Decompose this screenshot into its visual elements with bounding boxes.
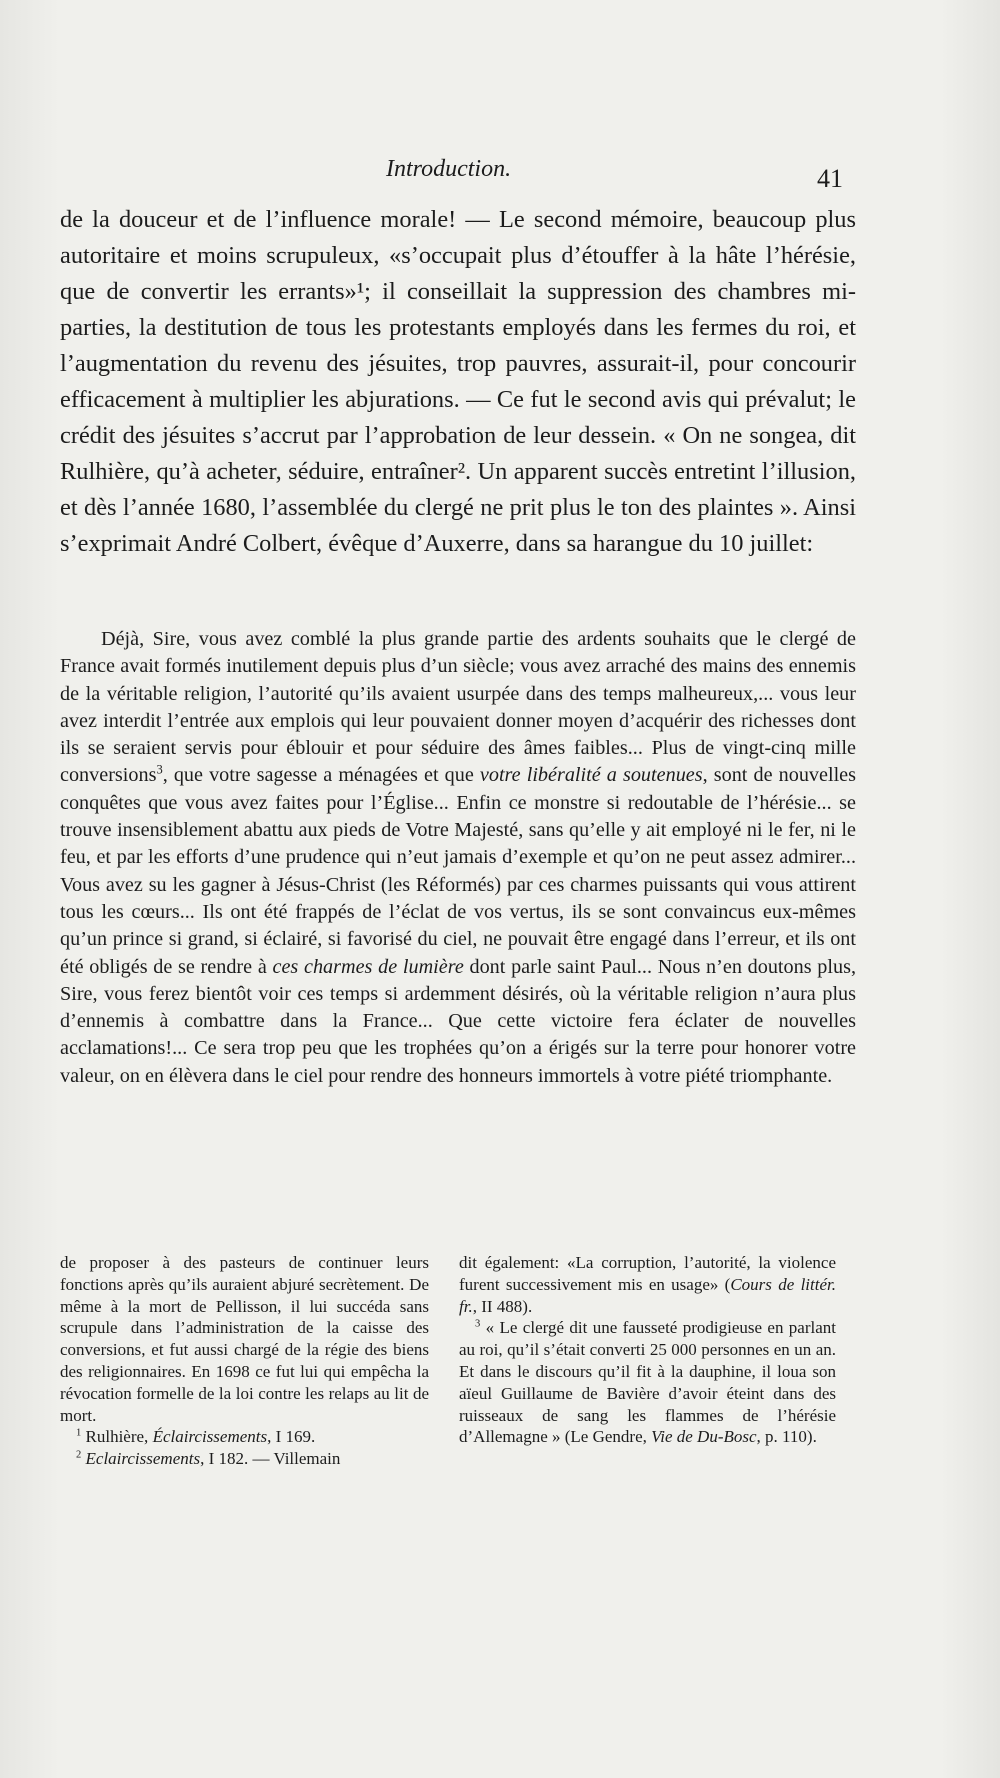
quote-segment: Déjà, Sire, vous avez comblé la plus grande partie des ardents souhaits que le clergé de France avait formés inutilement depuis plus d’un siècle; vous avez arraché des mains des ennemis de la véritable religion, l’autorité qu’ils avaient usurpée dans des temps malheureux,... vous leur avez interdit l’entrée aux emplois qui leur pouvaient donner moyen d’acquérir des richesses dont ils se seraient servis pour éblouir et pour séduire des âmes faibles... Plus de vingt-cinq mille conversions <box>60 628 856 787</box>
footnote-text: « Le clergé dit une fausseté prodigieuse en parlant au roi, qu’il s’était converti 25 000 personnes en un an. Et dans le discours qu’il fit à la dauphine, il loua son aïeul Guillaume de Bavière d’avoir éteint dans des ruisseaux de sang les flammes de l’hérésie d’Allemagne » (Le Gendre, <box>459 1318 837 1447</box>
quote-italic: ces charmes de lumière <box>272 955 464 978</box>
footnote-title: Cours de littér. fr. <box>459 1274 836 1316</box>
footnote-title: Eclaircissements <box>85 1449 201 1469</box>
footnote-marker: 1 <box>76 1427 82 1439</box>
quote-segment: dont parle saint Paul... Nous n’en doutons plus, Sire, vous ferez bientôt voir ces temps si ardemment désirés, où la véritable religion n’aura plus d’ennemis à combattre dans la France... Que cette victoire fera éclater de nouvelles acclamations!... Ce sera trop peu que les trophées qu’on a érigés sur la terre pour honorer votre valeur, on en élèvera dans le ciel pour rendre des honneurs immortels à votre piété triomphante. <box>60 955 856 1087</box>
footnote-continuation: de proposer à des pasteurs de continuer leurs fonctions après qu’ils auraient abjuré secrètement. De même à la mort de Pellisson, il lui succéda sans scrupule dans l’administration de la caisse des conversions, et fut aussi chargé de la régie des biens des religionnaires. En 1698 ce fut lui qui empêcha la révocation formelle de la loi contre les relaps au lit de mort. <box>60 1253 429 1425</box>
footnote-title: Vie de Du-Bosc <box>651 1427 757 1447</box>
footnote-3 <box>459 1317 836 1448</box>
footnote-ref-3: 3 <box>156 762 163 777</box>
footnote-text: , II 488). <box>472 1296 533 1316</box>
footnote-title: Éclaircissements <box>152 1427 268 1447</box>
quote-italic: votre libéralité a soutenues <box>479 764 703 787</box>
footnote-1 <box>60 1426 429 1448</box>
page-number: 41 <box>817 164 843 193</box>
running-title: Introduction. <box>386 156 512 182</box>
footnote-text: , I 182. — Villemain <box>200 1449 341 1469</box>
main-text <box>60 202 856 562</box>
footnote-2 <box>60 1448 429 1470</box>
footnote-text: , p. 110). <box>756 1427 817 1447</box>
footnote-text: dit également: «La corruption, l’autorité, la violence furent successivement mis en usage» ( <box>459 1253 836 1294</box>
footnote-marker: 2 <box>76 1449 82 1461</box>
footnotes-right-column <box>459 1252 836 1448</box>
footnote-text: , I 169. <box>267 1427 316 1447</box>
main-paragraph: de la douceur et de l’influence morale! — Le second mémoire, beaucoup plus autoritaire et moins scrupuleux, «s’occupait plus d’étouffer à la hâte l’hérésie, que de convertir les errants»¹; il conseillait la suppression des chambres mi-parties, la destitution de tous les protestants employés dans les fermes du roi, et l’augmentation du revenu des jésuites, trop pauvres, assurait-il, pour concourir efficacement à multiplier les abjurations. — Ce fut le second avis qui prévalut; le crédit des jésuites s’accrut par l’approbation de leur dessein. « On ne songea, dit Rulhière, qu’à acheter, séduire, entraîner². Un apparent succès entretint l’illusion, et dès l’année 1680, l’assemblée du clergé ne prit plus le ton des plaintes ». Ainsi s’exprimait André Colbert, évêque d’Auxerre, dans sa harangue du 10 juillet: <box>60 206 856 557</box>
quote-segment: , sont de nouvelles conquêtes que vous avez faites pour l’Église... Enfin ce monstre si redoutable de l’hérésie... se trouve insensiblement abattu aux pieds de Votre Majesté, sans qu’elle y ait employé ni le fer, ni le feu, et par les efforts d’une prudence qui n’eut jamais d’exemple et qu’on ne peut assez admirer... Vous avez su les gagner à Jésus-Christ (les Réformés) par ces charmes puissants qui vous attirent tous les cœurs... Ils ont été frappés de l’éclat de vos vertus, ils se sont convaincus eux-mêmes qu’un prince si grand, si éclairé, si favorisé du ciel, ne pouvait être engagé dans l’erreur, et ils ont été obligés de se rendre à <box>60 764 856 978</box>
quote-segment: , que votre sagesse a ménagées et que <box>162 764 480 787</box>
footnotes-left-column <box>60 1252 429 1470</box>
quote-paragraph <box>60 626 856 1090</box>
block-quote <box>60 626 856 1090</box>
footnote-marker: 3 <box>475 1318 481 1330</box>
footnote-text: Rulhière, <box>85 1427 153 1447</box>
footnote-2-continuation <box>459 1252 836 1317</box>
